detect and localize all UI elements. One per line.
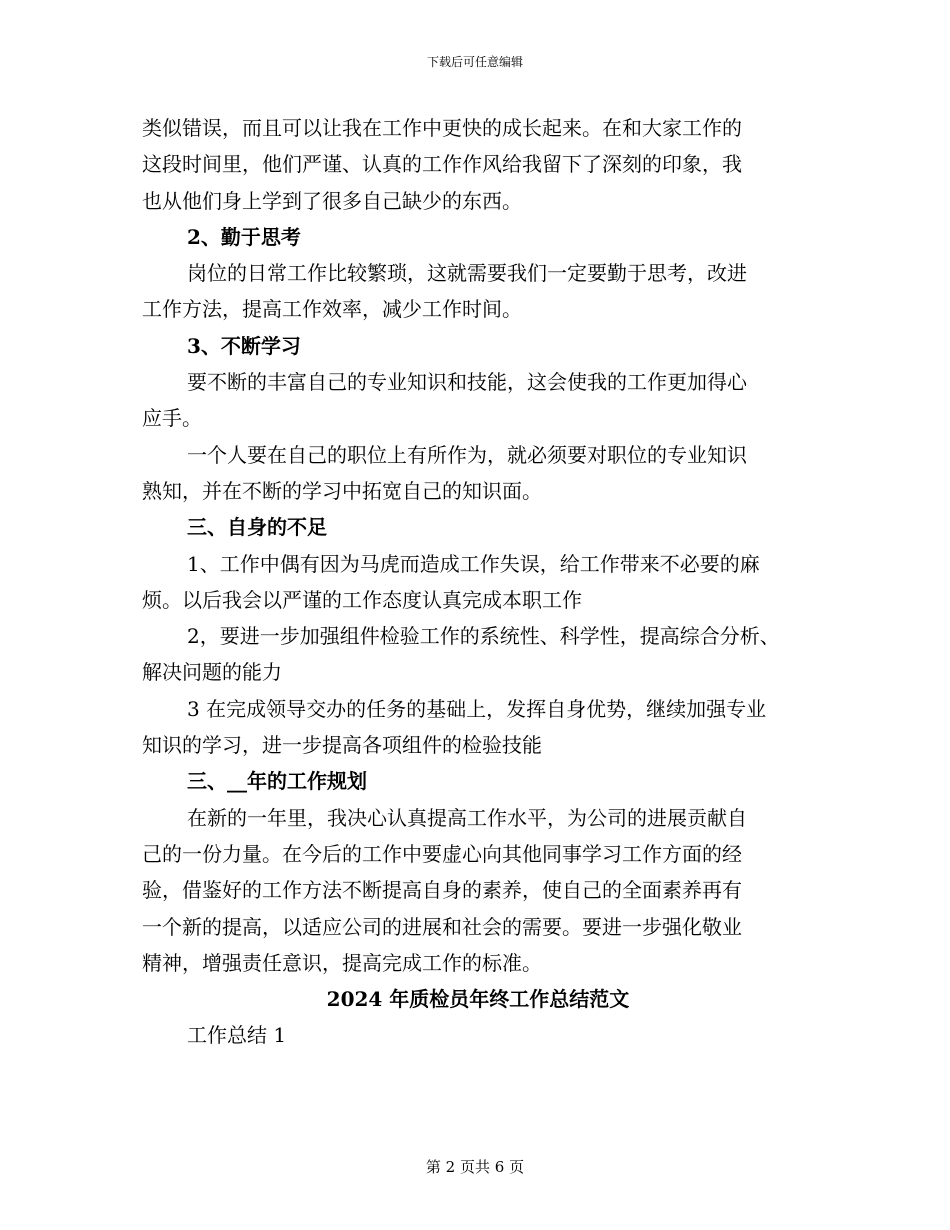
text-line: 也从他们身上学到了很多自己缺少的东西。 xyxy=(142,188,522,213)
text-line: 3 在完成领导交办的任务的基础上，发挥自身优势，继续加强专业 xyxy=(187,696,767,721)
section-heading: 三、__年的工作规划 xyxy=(187,769,367,794)
document-body xyxy=(142,110,814,1054)
section-heading: 三、自身的不足 xyxy=(187,515,327,540)
text-line: 一个新的提高，以适应公司的进展和社会的需要。要进一步强化敬业 xyxy=(142,914,742,939)
page-footer: 第 2 页共 6 页 xyxy=(425,1158,525,1176)
text-line: 1、工作中偶有因为马虎而造成工作失误，给工作带来不必要的麻 xyxy=(187,551,760,576)
text-line: 熟知，并在不断的学习中拓宽自己的知识面。 xyxy=(142,478,542,503)
text-line: 烦。以后我会以严谨的工作态度认真完成本职工作 xyxy=(142,587,582,612)
page-header: 下载后可任意编辑 xyxy=(426,55,523,69)
text-line: 要不断的丰富自己的专业知识和技能，这会使我的工作更加得心 xyxy=(187,370,747,395)
text-line: 精神，增强责任意识，提高完成工作的标准。 xyxy=(142,950,542,975)
text-line: 这段时间里，他们严谨、认真的工作作风给我留下了深刻的印象，我 xyxy=(142,152,742,177)
document-title: 2024 年质检员年终工作总结范文 xyxy=(326,987,630,1012)
subheading: 工作总结 1 xyxy=(187,1023,287,1048)
text-line: 类似错误，而且可以让我在工作中更快的成长起来。在和大家工作的 xyxy=(142,116,742,140)
section-heading: 2、勤于思考 xyxy=(187,224,301,249)
text-line: 解决问题的能力 xyxy=(142,660,282,685)
text-line: 工作方法，提高工作效率，减少工作时间。 xyxy=(142,297,522,322)
text-line: 应手。 xyxy=(142,406,202,431)
text-line: 岗位的日常工作比较繁琐，这就需要我们一定要勤于思考，改进 xyxy=(187,261,747,286)
text-line: 知识的学习，进一步提高各项组件的检验技能 xyxy=(142,733,542,758)
text-line: 2，要进一步加强组件检验工作的系统性、科学性，提高综合分析、 xyxy=(187,624,780,649)
text-line: 一个人要在自己的职位上有所作为，就必须要对职位的专业知识 xyxy=(187,442,747,467)
text-line: 验，借鉴好的工作方法不断提高自身的素养，使自己的全面素养再有 xyxy=(142,878,742,903)
text-line: 己的一份力量。在今后的工作中要虚心向其他同事学习工作方面的经 xyxy=(142,841,742,866)
text-line: 在新的一年里，我决心认真提高工作水平，为公司的进展贡献自 xyxy=(187,805,747,830)
section-heading: 3、不断学习 xyxy=(187,333,301,358)
